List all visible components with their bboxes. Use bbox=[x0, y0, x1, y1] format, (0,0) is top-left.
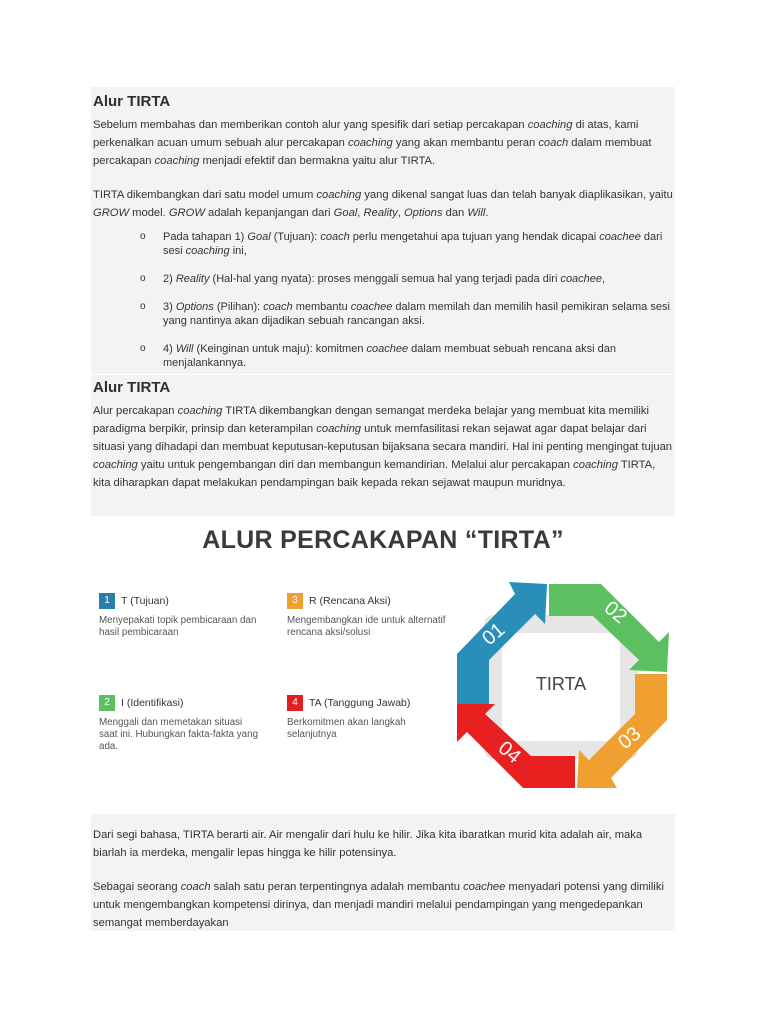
step-description: Mengembangkan ide untuk alternatif rencana aksi/solusi bbox=[287, 615, 446, 638]
paragraph: TIRTA dikembangkan dari satu model umum coaching yang dikenal sangat luas dan telah banyak diaplikasikan, yaitu GROW model. GROW adalah kepanjangan dari Goal, Reality, Options dan Will. bbox=[93, 189, 673, 219]
cycle-diagram bbox=[453, 580, 671, 792]
arrow-03-label: 03 bbox=[614, 722, 646, 754]
list-item: o 3) Options (Pilihan): coach membantu coachee dalam memilah dan memilih hasil pemikiran selama sesi yang nantinya akan dijadikan sebuah rancangan aksi. bbox=[140, 301, 670, 327]
tirta-infographic bbox=[91, 516, 675, 814]
paragraph: Alur percakapan coaching TIRTA dikembangkan dengan semangat merdeka belajar yang membuat kita memiliki paradigma berpikir, prinsip dan keterampilan coaching untuk memfasilitasi rekan sejawat agar dapat belajar dari situasi yang dihadapi dan membuat keputusan-keputusan bijaksana secara mandiri. Hal ini penting mengingat tujuan coaching yaitu untuk pengembangan diri dan membangun kemandirian. Melalui alur percakapan coaching TIRTA, kita diharapkan dapat melakukan pendampingan baik kepada rekan sejawat maupun muridnya. bbox=[93, 405, 673, 489]
section-tirta-meaning bbox=[91, 814, 675, 931]
bullet-marker: o bbox=[140, 231, 146, 242]
bullet-marker: o bbox=[140, 343, 146, 354]
tirta-item-i bbox=[99, 694, 259, 753]
step-heading: TA (Tanggung Jawab) bbox=[309, 696, 411, 709]
grow-list bbox=[93, 230, 675, 370]
step-number-badge: 1 bbox=[99, 593, 115, 609]
step-description: Berkomitmen akan langkah selanjutnya bbox=[287, 717, 406, 740]
step-number-badge: 4 bbox=[287, 695, 303, 711]
arrow-01-label: 01 bbox=[478, 618, 510, 650]
step-description: Menggali dan memetakan situasi saat ini. Hubungkan fakta-fakta yang ada. bbox=[99, 717, 259, 752]
section-alur-tirta-desc bbox=[91, 375, 675, 516]
paragraph: Sebelum membahas dan memberikan contoh alur yang spesifik dari setiap percakapan coaching di atas, kami perkenalkan acuan umum sebuah alur percakapan coaching yang akan membantu peran coach dalam membuat percakapan coaching menjadi efektif dan bermakna yaitu alur TIRTA. bbox=[93, 119, 652, 167]
list-item: o 4) Will (Keinginan untuk maju): komitmen coachee dalam membuat sebuah rencana aksi dan menjalankannya. bbox=[140, 343, 616, 369]
paragraph: Sebagai seorang coach salah satu peran terpentingnya adalah membantu coachee menyadari potensi yang dimiliki untuk mengembangkan kompetensi dirinya, dan menjadi mandiri melalui pendampingan yang mengedepankan semangat memberdayakan bbox=[93, 881, 664, 929]
center-label: TIRTA bbox=[535, 674, 587, 694]
bullet-marker: o bbox=[140, 273, 146, 284]
step-description: Menyepakati topik pembicaraan dan hasil pembicaraan bbox=[99, 615, 257, 638]
section-heading: Alur TIRTA bbox=[93, 379, 171, 396]
step-heading: T (Tujuan) bbox=[121, 594, 169, 607]
step-number-badge: 2 bbox=[99, 695, 115, 711]
step-heading: R (Rencana Aksi) bbox=[309, 594, 391, 607]
tirta-item-r bbox=[287, 592, 447, 639]
tirta-item-ta bbox=[287, 694, 447, 741]
tirta-item-t bbox=[99, 592, 259, 639]
bullet-marker: o bbox=[140, 301, 146, 312]
step-number-badge: 3 bbox=[287, 593, 303, 609]
infographic-title: ALUR PERCAKAPAN “TIRTA” bbox=[202, 526, 564, 554]
list-item: o 2) Reality (Hal-hal yang nyata): proses menggali semua hal yang terjadi pada diri coachee, bbox=[140, 273, 606, 285]
arrow-04-label: 04 bbox=[493, 736, 525, 769]
step-heading: I (Identifikasi) bbox=[121, 696, 184, 709]
paragraph: Dari segi bahasa, TIRTA berarti air. Air mengalir dari hulu ke hilir. Jika kita ibaratkan murid kita adalah air, maka biarlah ia merdeka, mengalir lepas hingga ke hilir potensinya. bbox=[93, 829, 643, 859]
section-alur-tirta-intro bbox=[91, 87, 675, 374]
list-item: o Pada tahapan 1) Goal (Tujuan): coach perlu mengetahui apa tujuan yang hendak dicapai coachee dari sesi coaching ini, bbox=[140, 231, 663, 257]
arrow-02-label: 02 bbox=[599, 596, 631, 629]
section-heading: Alur TIRTA bbox=[93, 93, 171, 110]
